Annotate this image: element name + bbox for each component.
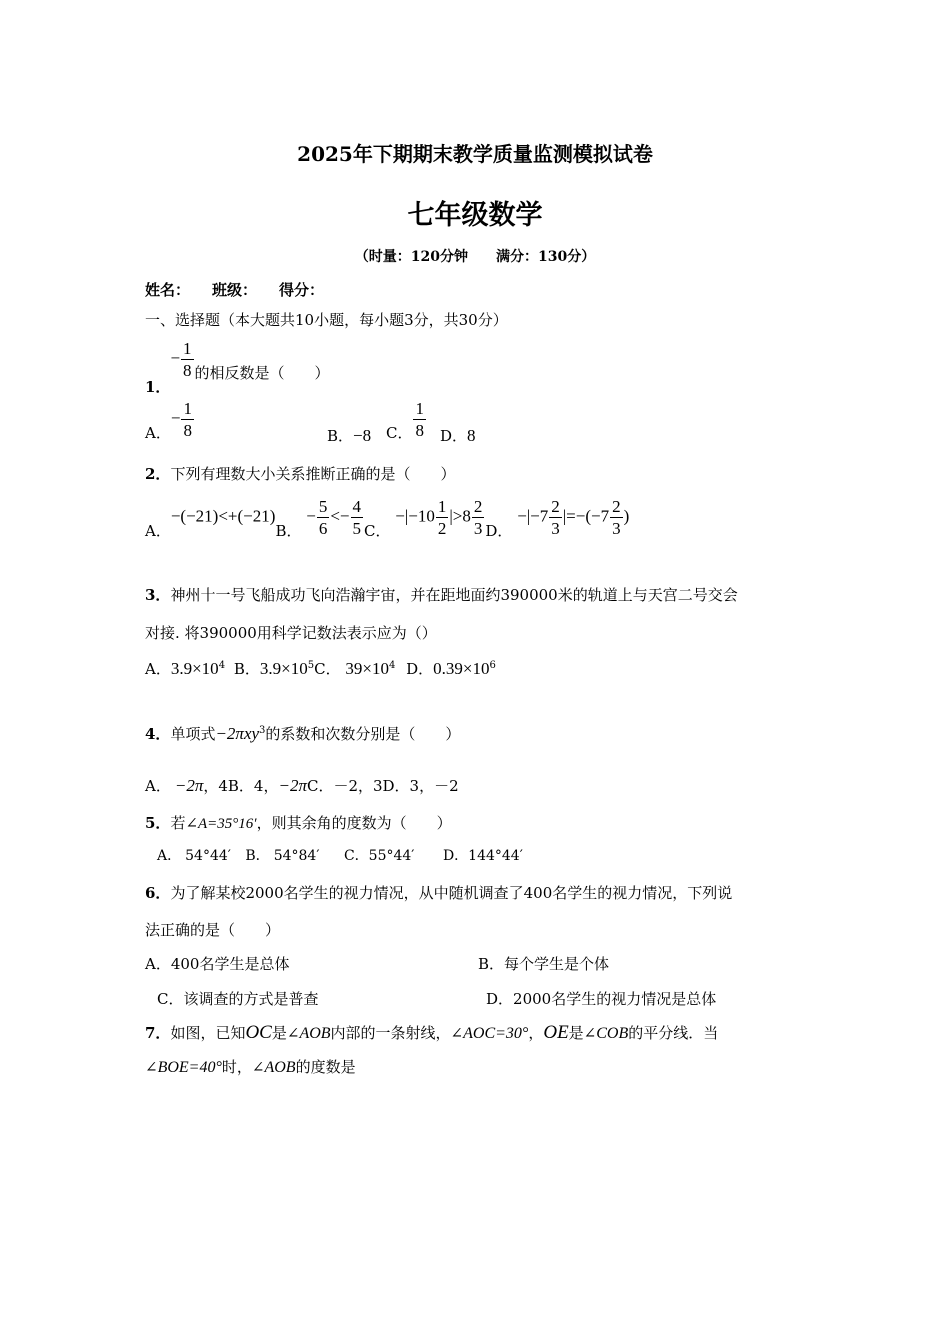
fraction-denominator: 3 (551, 519, 560, 538)
question-number: 4． (145, 725, 171, 743)
question-stem: ∠ (145, 1058, 158, 1076)
q3-options (145, 658, 496, 679)
option-label: B． (327, 427, 354, 445)
option-text: C．－2，3D．3，－2 (306, 777, 459, 795)
question-stem: 的平分线．当 (628, 1024, 719, 1042)
option-label: D． (485, 521, 513, 540)
exponent: 4 (388, 660, 396, 671)
math-sign: − (170, 348, 181, 368)
fraction-numerator: 5 (318, 497, 328, 516)
math-expression: −|−10 (395, 506, 435, 526)
subject-title: 七年级数学 (407, 200, 543, 231)
fraction-numerator: 2 (612, 497, 621, 516)
question-6-line-2: 法正确的是（ ） (145, 921, 281, 939)
math-expression: −2π (278, 776, 307, 795)
q6-option-d: D．2000名学生的视力情况是总体 (486, 990, 717, 1008)
math-expression: |=−(−7 (562, 506, 610, 526)
question-number: 5． (145, 814, 171, 832)
option-label: D． (442, 848, 469, 864)
fraction-denominator: 6 (318, 519, 328, 538)
q6-option-b: B．每个学生是个体 (478, 955, 610, 973)
math-expression: COB (596, 1025, 629, 1042)
q6-option-c: C．该调查的方式是普查 (157, 990, 319, 1008)
question-7 (145, 1022, 718, 1044)
math-expression: 8 (467, 426, 476, 445)
fraction (472, 498, 485, 537)
math-expression: AOB (299, 1025, 331, 1042)
option-label: A． (157, 848, 182, 864)
fraction-denominator: 2 (437, 519, 447, 538)
math-expression: −2πxy (215, 724, 260, 743)
q6-option-a: A．400名学生是总体 (145, 955, 290, 973)
fraction-denominator: 5 (352, 519, 362, 538)
exam-title: 2025年下期期末教学质量监测模拟试卷 (297, 142, 653, 166)
question-stem: 若∠ (170, 814, 199, 832)
question-stem: 下列有理数大小关系推断正确的是（ ） (170, 465, 456, 483)
fraction-denominator: 3 (473, 519, 483, 538)
question-stem: 神州十一号飞船成功飞向浩瀚宇宙，并在距地面约390000米的轨道上与天宫二号交会 (170, 586, 738, 604)
fraction (549, 498, 562, 537)
question-number: 3． (145, 586, 171, 604)
question-number: 7． (145, 1024, 171, 1042)
math-expression: 55°44′ (368, 848, 415, 864)
option-text: ，4B．4， (203, 777, 279, 795)
math-expression: ) (623, 506, 630, 526)
math-expression: OE (543, 1022, 569, 1043)
option-label: B． (233, 660, 260, 678)
math-expression: AOC=30° (463, 1025, 529, 1042)
option-label: C． (386, 423, 413, 442)
fraction-numerator: 4 (352, 497, 362, 516)
question-stem: 的度数是 (295, 1058, 356, 1076)
math-expression: −|−7 (517, 506, 549, 526)
fraction-denominator: 8 (183, 421, 192, 440)
math-expression: 0.39×10 (433, 659, 490, 678)
question-2 (145, 463, 455, 484)
option-label: D． (406, 660, 434, 678)
question-number: 2． (145, 465, 171, 483)
fraction-numerator: 1 (183, 339, 192, 358)
question-stem: ， (528, 1024, 544, 1042)
exponent: 3 (259, 725, 266, 736)
score-field: 得分： (279, 281, 325, 299)
time-info: （时量：120分钟 满分：130分） (354, 249, 596, 265)
math-expression: −2π (174, 776, 204, 795)
q2-options (145, 497, 630, 540)
math-sign: − (170, 408, 181, 428)
question-stem: 时，∠ (221, 1058, 265, 1076)
math-expression: −(−21)<+(−21) (170, 506, 276, 526)
fraction (413, 400, 426, 439)
math-expression: 54°84′ (273, 848, 320, 864)
question-stem: 单项式 (170, 725, 216, 743)
q1-option-c (386, 399, 427, 442)
math-expression: 3.9×10 (170, 659, 219, 678)
math-expression: A=35°16′ (198, 816, 257, 832)
question-stem: 内部的一条射线，∠ (330, 1024, 464, 1042)
math-expression: 54°44′ (185, 848, 231, 864)
question-5 (145, 812, 452, 833)
fraction-numerator: 2 (473, 497, 483, 516)
question-stem: 是∠ (271, 1024, 300, 1042)
math-expression: BOE=40° (157, 1059, 222, 1076)
fraction (317, 498, 330, 537)
math-expression: |>8 (449, 506, 471, 526)
fraction-numerator: 2 (551, 497, 560, 516)
question-3-line-2: 对接. 将390000用科学记数法表示应为（） (145, 624, 437, 642)
q4-options (145, 775, 459, 796)
question-1 (145, 339, 330, 396)
question-stem: ，则其余角的度数为（ ） (256, 814, 452, 832)
exponent: 6 (489, 660, 496, 671)
fraction-denominator: 8 (183, 361, 192, 380)
math-expression: 39×10 (345, 659, 389, 678)
class-field: 班级： (212, 281, 258, 299)
q1-option-a (145, 399, 195, 442)
exponent: 5 (307, 660, 315, 671)
fraction-numerator: 1 (415, 399, 424, 418)
option-label: C． (364, 521, 391, 540)
question-4 (145, 723, 460, 744)
q5-options (157, 845, 523, 865)
math-expression: 3.9×10 (259, 659, 308, 678)
math-expression: 144°44′ (468, 848, 523, 864)
math-expression: AOB (264, 1059, 296, 1076)
question-number: 1． (145, 377, 171, 396)
question-7-line-2 (145, 1056, 356, 1077)
option-label: C． (314, 660, 341, 678)
question-3 (145, 584, 738, 605)
q1-option-d (440, 425, 476, 446)
question-number: 6． (145, 884, 171, 902)
option-label: A． (145, 660, 171, 678)
fraction (181, 340, 194, 379)
question-stem: 的相反数是（ ） (194, 363, 330, 382)
fraction (436, 498, 449, 537)
fraction (610, 498, 623, 537)
option-label: A． (145, 521, 171, 540)
math-expression: −8 (353, 426, 372, 445)
fraction-numerator: 1 (183, 399, 192, 418)
fraction (351, 498, 364, 537)
option-label: C． (343, 848, 369, 864)
section-heading: 一、选择题（本大题共10小题，每小题3分，共30分） (145, 311, 508, 329)
option-label: A． (145, 423, 171, 442)
math-expression: OC (245, 1022, 272, 1043)
question-stem: 的系数和次数分别是（ ） (265, 725, 461, 743)
option-label: D． (440, 427, 468, 445)
q1-option-b (327, 425, 371, 446)
question-stem: 如图，已知 (170, 1024, 246, 1042)
fraction-denominator: 3 (612, 519, 621, 538)
option-label: B． (275, 521, 302, 540)
exponent: 4 (218, 660, 226, 671)
math-expression: <− (330, 506, 350, 526)
question-stem: 为了解某校2000名学生的视力情况，从中随机调查了400名学生的视力情况，下列说 (170, 884, 733, 902)
math-sign: − (306, 506, 316, 526)
question-6 (145, 882, 732, 903)
option-label: A． (145, 777, 171, 795)
fraction-numerator: 1 (437, 497, 447, 516)
fraction (181, 400, 194, 439)
name-field: 姓名： (145, 281, 191, 299)
option-label: B． (245, 848, 270, 864)
question-stem: 是∠ (568, 1024, 597, 1042)
fraction-denominator: 8 (415, 421, 424, 440)
